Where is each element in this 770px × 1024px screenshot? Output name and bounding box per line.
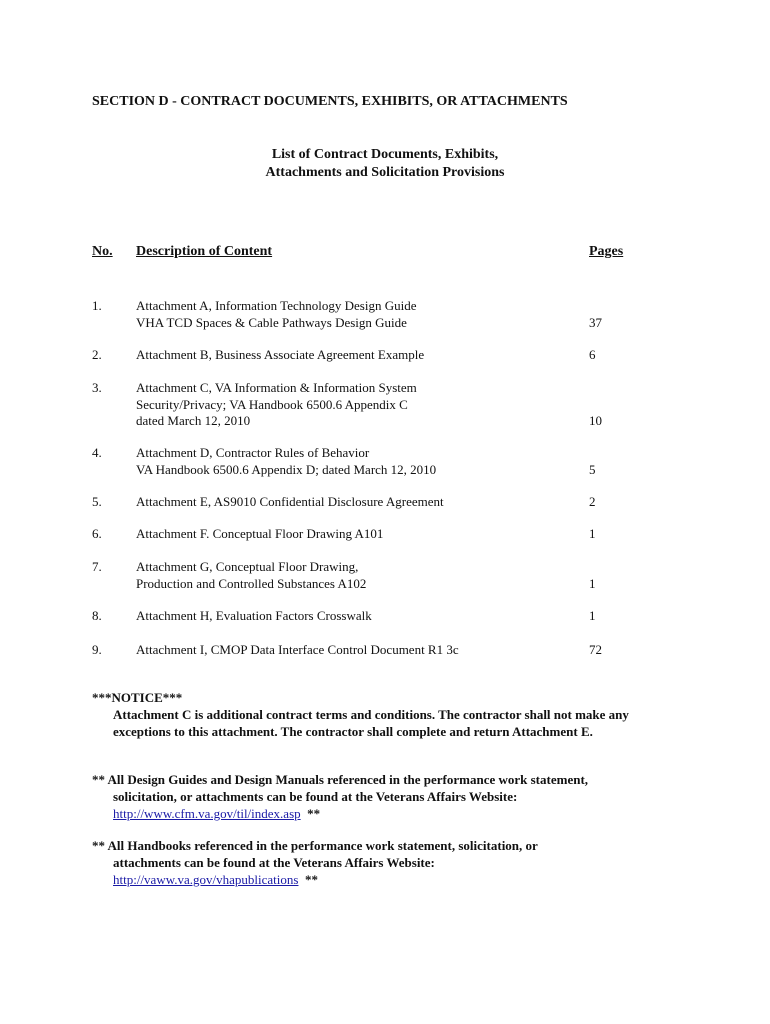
notice-block [92,689,629,740]
handbooks-line: ** All Handbooks referenced in the performance work statement, solicitation, or [92,838,538,853]
notice-line: exceptions to this attachment. The contractor shall complete and return Attachment E. [113,724,593,739]
design-guides-line: solicitation, or attachments can be found at the Veterans Affairs Website: [113,789,518,804]
row-description-line: dated March 12, 2010 [136,413,251,428]
column-header-description: Description of Content [136,244,273,259]
link-suffix: ** [307,806,321,821]
row-pages: 1 [589,575,596,591]
row-description-line: Attachment G, Conceptual Floor Drawing, [136,559,359,574]
design-guides-line: ** All Design Guides and Design Manuals referenced in the performance work statement, [92,772,589,787]
handbooks-line: attachments can be found at the Veterans Affairs Website: [113,855,435,870]
row-description-line: Security/Privacy; VA Handbook 6500.6 Appendix C [136,396,408,412]
row-number: 1. [92,298,102,313]
row-number: 8. [92,608,102,623]
row-description [136,380,417,430]
row-description-line: Attachment F. Conceptual Floor Drawing A101 [136,526,384,541]
link-suffix: ** [304,872,318,887]
row-description-line: Attachment B, Business Associate Agreement Example [136,347,425,362]
row-number: 5. [92,494,102,509]
row-description-line: Attachment H, Evaluation Factors Crosswalk [136,608,372,623]
row-pages: 2 [589,494,596,509]
row-description [136,608,372,625]
list-subtitle-line2: Attachments and Solicitation Provisions [265,165,505,180]
row-pages: 10 [589,413,602,428]
row-description [136,298,416,331]
handbooks-block [92,837,538,888]
row-description [136,445,436,478]
row-pages: 72 [589,642,602,657]
section-title: SECTION D - CONTRACT DOCUMENTS, EXHIBITS, OR ATTACHMENTS [92,94,568,109]
row-description-line: Attachment D, Contractor Rules of Behavior [136,445,370,460]
row-number: 9. [92,642,102,657]
design-guides-link-line [92,805,588,822]
list-subtitle-line1: List of Contract Documents, Exhibits, [271,147,499,162]
row-description-line: Attachment A, Information Technology Design Guide [136,298,417,313]
row-description-line: Attachment E, AS9010 Confidential Disclosure Agreement [136,494,444,509]
row-number: 4. [92,445,102,460]
design-guides-block [92,771,588,822]
row-description-line: VA Handbook 6500.6 Appendix D; dated March 12, 2010 [136,461,437,477]
column-header-pages: Pages [589,244,624,259]
row-number: 3. [92,380,102,395]
handbooks-link[interactable]: http://vaww.va.gov/vhapublications [113,872,299,887]
notice-line: Attachment C is additional contract terms and conditions. The contractor shall not make any [113,707,629,722]
row-description-line: Attachment C, VA Information & Information System [136,380,417,395]
row-pages: 1 [589,526,596,541]
row-description [136,494,444,511]
row-description-line: Production and Controlled Substances A102 [136,575,367,591]
row-description-line: VHA TCD Spaces & Cable Pathways Design Guide [136,314,407,330]
row-description-line: Attachment I, CMOP Data Interface Control Document R1 3c [136,642,459,657]
row-pages: 37 [589,314,602,330]
row-number: 2. [92,347,102,362]
row-pages: 1 [589,608,596,623]
row-pages: 6 [589,347,596,362]
row-pages: 5 [589,461,596,477]
column-header-no: No. [92,244,113,259]
row-number: 7. [92,559,102,574]
handbooks-link-line [92,871,538,888]
row-description [136,559,366,592]
row-description [136,642,459,659]
row-number: 6. [92,526,102,541]
row-description [136,347,424,364]
design-guides-link[interactable]: http://www.cfm.va.gov/til/index.asp [113,806,301,821]
row-description [136,526,383,543]
notice-heading: ***NOTICE*** [92,690,183,705]
